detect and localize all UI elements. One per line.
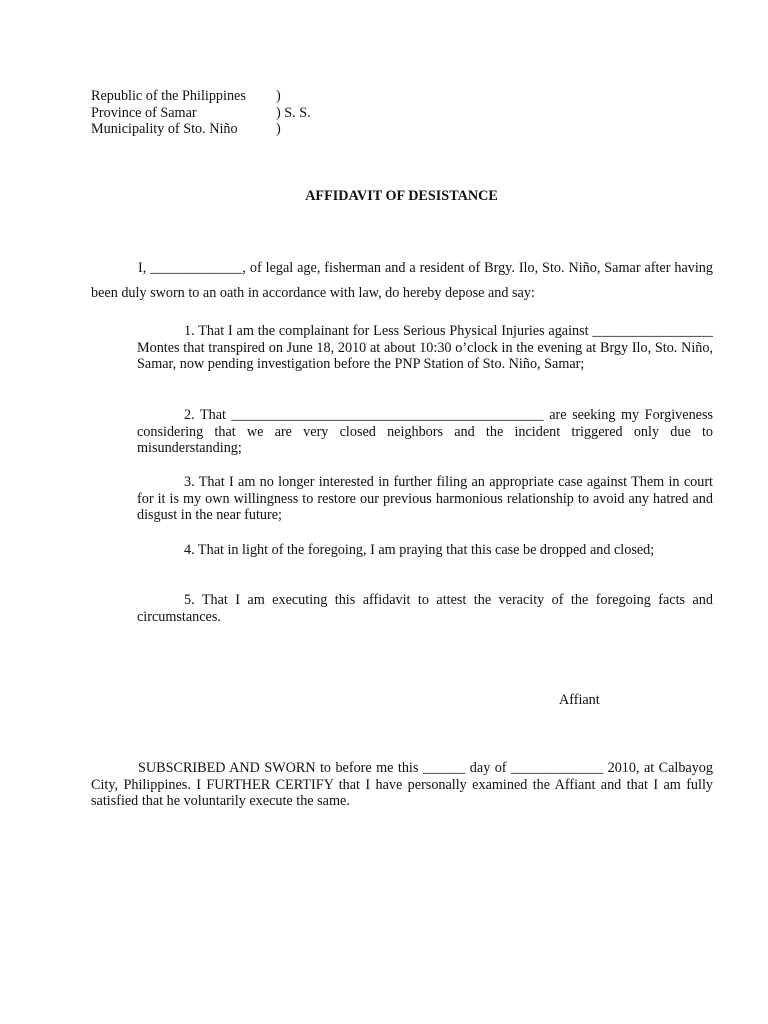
- venue-municipality: Municipality of Sto. Niño: [91, 121, 238, 137]
- item-1-text: 1. That I am the complainant for Less Serious Physical Injuries against _________________ Montes that transpired on June 18, 2010 at about 10:30 o’clock in the evening at Brgy Ilo, Sto. Niño, Samar, now pending investigation before the PNP Station of Sto. Niño, Samar;: [137, 323, 713, 372]
- venue-paren: ): [276, 121, 281, 137]
- intro-paragraph: I, _____________, of legal age, fisherman and a resident of Brgy. Ilo, Sto. Niño, Samar after having been duly sworn to an oath in accordance with law, do hereby depose and say:: [91, 260, 713, 301]
- numbered-item: [137, 592, 713, 625]
- venue-province: Province of Samar: [91, 104, 197, 121]
- item-5-text: 5. That I am executing this affidavit to attest the veracity of the foregoing facts and circumstances.: [137, 592, 713, 625]
- numbered-item: [137, 407, 713, 457]
- affiant-label: Affiant: [559, 692, 600, 708]
- venue-ss: ) S. S.: [276, 104, 311, 121]
- numbered-item: [137, 474, 713, 524]
- item-3-text: 3. That I am no longer interested in further filing an appropriate case against Them in court for it is my own willingness to restore our previous harmonious relationship to avoid any hatred and disgust in the near future;: [137, 474, 713, 523]
- jurat-paragraph: SUBSCRIBED AND SWORN to before me this ______ day of _____________ 2010, at Calbayog City, Philippines. I FURTHER CERTIFY that I have personally examined the Affiant and that I am fully satisfied that he voluntarily execute the same.: [91, 760, 713, 809]
- numbered-item: [137, 542, 713, 559]
- document-title: AFFIDAVIT OF DESISTANCE: [305, 188, 498, 204]
- numbered-item: [137, 323, 713, 373]
- item-2-text: 2. That ____________________________________________ are seeking my Forgiveness considering that we are very closed neighbors and the incident triggered only due to misunderstanding;: [137, 407, 713, 456]
- item-4-text: 4. That in light of the foregoing, I am praying that this case be dropped and closed;: [184, 542, 655, 558]
- venue-paren: ): [276, 88, 281, 104]
- venue-republic: Republic of the Philippines: [91, 88, 246, 104]
